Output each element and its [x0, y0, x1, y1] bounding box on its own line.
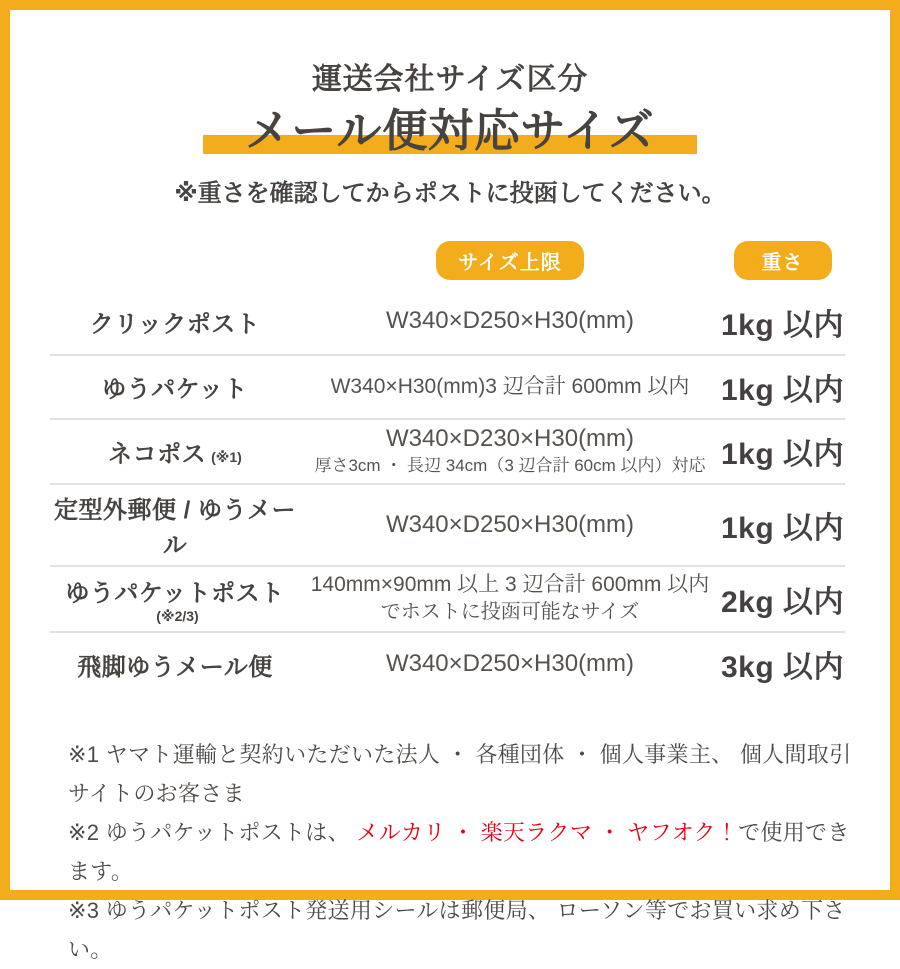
weight-limit-value: 1kg 以内	[720, 373, 845, 407]
weight-limit-value: 2kg 以内	[720, 586, 845, 620]
service-name: 定型外郵便 / ゆうメール	[53, 497, 296, 560]
table-row	[50, 483, 845, 565]
table-header-row	[50, 236, 845, 286]
size-limit-detail: でホストに投函可能なサイズ	[380, 601, 640, 624]
footnote-text: で使用できます。	[68, 820, 850, 885]
footnote-marker: ※1	[68, 742, 100, 768]
size-limit-value: W340×D250×H30(mm)	[385, 510, 635, 538]
service-name-footnote-ref: (※2/3)	[156, 607, 199, 624]
footnote-3	[68, 891, 860, 969]
footnote-text: ゆうパケットポスト発送用シールは郵便局、 ローソン等でお買い求め下さい。	[68, 898, 846, 963]
table-row	[50, 354, 845, 418]
page-title	[203, 106, 697, 156]
size-limit-value: W340×D230×H30(mm)	[385, 424, 635, 452]
page-subtitle: 運送会社サイズ区分	[311, 63, 589, 96]
table-row	[50, 290, 845, 354]
footnote-2	[68, 813, 860, 891]
footnotes	[68, 735, 860, 969]
size-limit-badge: サイズ上限	[436, 241, 583, 280]
service-name: クリックポスト	[89, 311, 261, 338]
service-name-footnote-ref: (※1)	[211, 448, 242, 465]
weight-limit-value: 3kg 以内	[720, 651, 845, 685]
footnote-marker: ※2	[68, 820, 100, 846]
weight-limit-value: 1kg 以内	[720, 512, 845, 546]
size-limit-value: W340×D250×H30(mm)	[385, 650, 635, 678]
table-row	[50, 418, 845, 484]
table-row	[50, 565, 845, 631]
footnote-1	[68, 735, 860, 813]
footnote-text: ヤマト運輸と契約いただいた法人 ・ 各種団体 ・ 個人事業主、 個人間取引サイトのお客さま	[68, 742, 852, 807]
footnote-text: ゆうパケットポストは、	[105, 820, 357, 846]
service-name: ネコポス	[108, 440, 207, 468]
footnote-highlight-services: メルカリ ・ 楽天ラクマ ・ ヤフオク！	[356, 820, 739, 846]
service-name: ゆうパケット	[102, 376, 248, 403]
size-limit-value: W340×H30(mm)3 辺合計 600mm 以内	[330, 374, 690, 398]
weight-badge: 重さ	[734, 241, 832, 280]
weight-limit-value: 1kg 以内	[720, 438, 845, 472]
page-header	[10, 10, 890, 208]
service-name: ゆうパケットポスト	[65, 579, 285, 607]
size-limit-value: 140mm×90mm 以上 3 辺合計 600mm 以内	[310, 573, 710, 597]
footnote-marker: ※3	[68, 898, 100, 924]
size-limit-detail: 厚さ3cm ・ 長辺 34cm（3 辺合計 60cm 以内）対応	[314, 456, 706, 476]
header-note: ※重さを確認してからポストに投函してください。	[174, 179, 726, 207]
weight-limit-value: 1kg 以内	[720, 308, 845, 342]
table-row	[50, 631, 845, 695]
page-title-text: メール便対応サイズ	[245, 105, 655, 156]
size-limit-value: W340×D250×H30(mm)	[385, 307, 635, 335]
size-table	[50, 236, 845, 696]
service-name: 飛脚ゆうメール便	[77, 653, 273, 681]
